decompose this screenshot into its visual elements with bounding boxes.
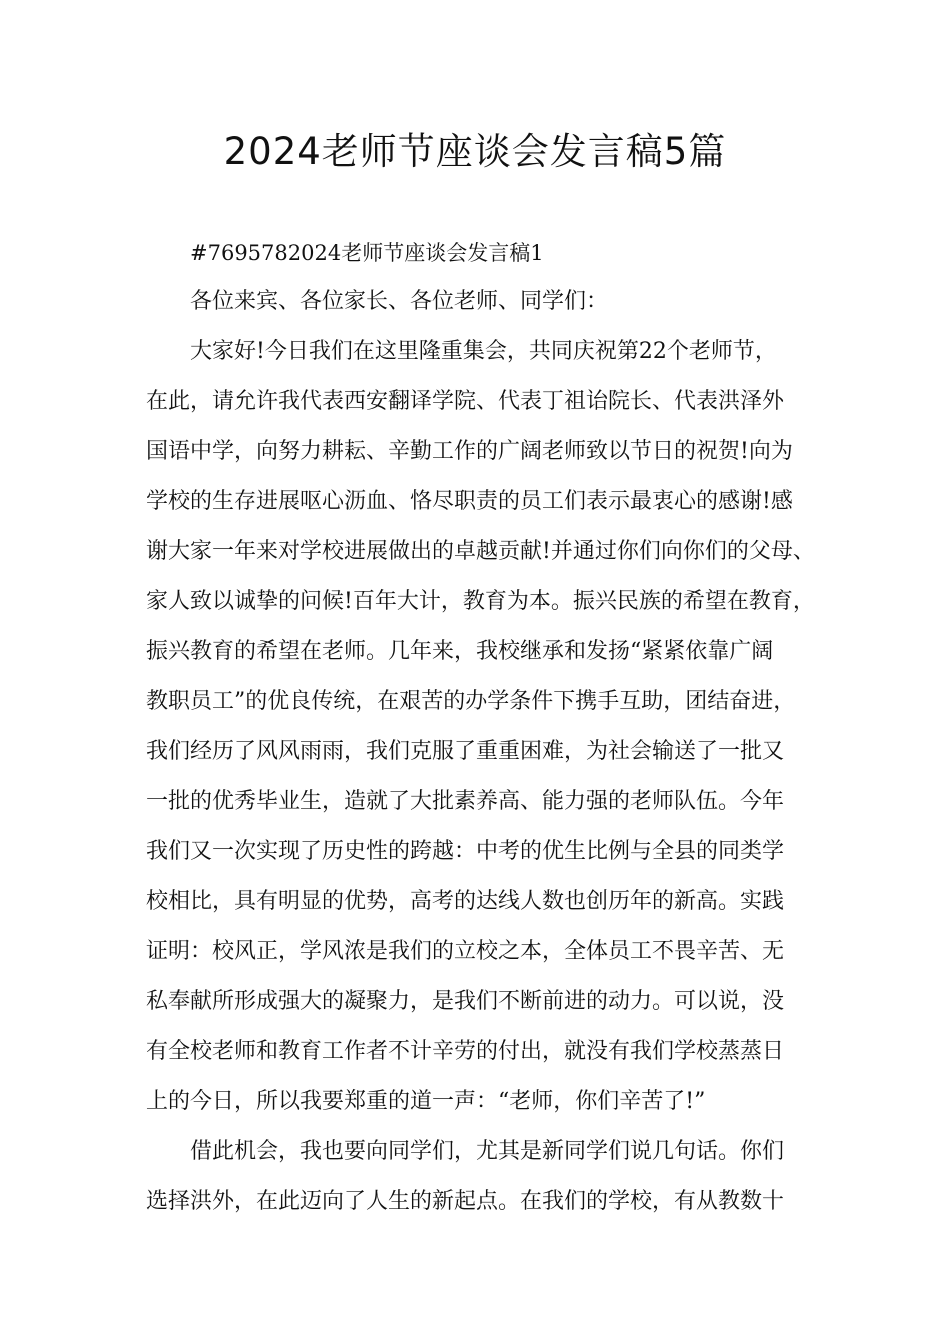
- paragraph-line: 证明：校风正，学风浓是我们的立校之本，全体员工不畏辛苦、无: [146, 939, 785, 964]
- paragraph-line: 私奉献所形成强大的凝聚力，是我们不断前进的动力。可以说，没: [146, 989, 785, 1014]
- paragraph-line: 借此机会，我也要向同学们，尤其是新同学们说几句话。你们: [190, 1139, 785, 1164]
- paragraph-line: 振兴教育的希望在老师。几年来，我校继承和发扬“紧紧依靠广阔: [146, 639, 774, 664]
- paragraph-line: 学校的生存进展呕心沥血、恪尽职责的员工们表示最衷心的感谢!感: [146, 489, 793, 514]
- paragraph-line: 我们又一次实现了历史性的跨越：中考的优生比例与全县的同类学: [146, 839, 785, 864]
- paragraph-line: 家人致以诚挚的问候!百年大计，教育为本。振兴民族的希望在教育，: [146, 589, 815, 614]
- paragraph-line: 校相比，具有明显的优势，高考的达线人数也创历年的新高。实践: [146, 889, 785, 914]
- paragraph-line: 选择洪外，在此迈向了人生的新起点。在我们的学校，有从教数十: [146, 1189, 785, 1214]
- paragraph-line: 我们经历了风风雨雨，我们克服了重重困难，为社会输送了一批又: [146, 739, 785, 764]
- paragraph-line: 有全校老师和教育工作者不计辛劳的付出，就没有我们学校蒸蒸日: [146, 1039, 785, 1064]
- paragraph-line: 国语中学，向努力耕耘、辛勤工作的广阔老师致以节日的祝贺!向为: [146, 439, 793, 464]
- salutation-line: 各位来宾、各位家长、各位老师、同学们：: [190, 289, 609, 314]
- paragraph-line: 教职员工”的优良传统，在艰苦的办学条件下携手互助，团结奋进，: [146, 689, 796, 714]
- paragraph-line: 一批的优秀毕业生，造就了大批素养高、能力强的老师队伍。今年: [146, 789, 785, 814]
- speech-reference-line: #7695782024老师节座谈会发言稿1: [190, 241, 544, 265]
- document-title: 2024老师节座谈会发言稿5篇: [223, 130, 727, 173]
- paragraph-line: 大家好!今日我们在这里隆重集会，共同庆祝第22个老师节，: [190, 339, 777, 364]
- paragraph-line: 在此，请允许我代表西安翻译学院、代表丁祖诒院长、代表洪泽外: [146, 389, 785, 414]
- paragraph-line: 谢大家一年来对学校进展做出的卓越贡献!并通过你们向你们的父母、: [146, 539, 815, 564]
- paragraph-line: 上的今日，所以我要郑重的道一声：“老师，你们辛苦了!”: [146, 1089, 706, 1114]
